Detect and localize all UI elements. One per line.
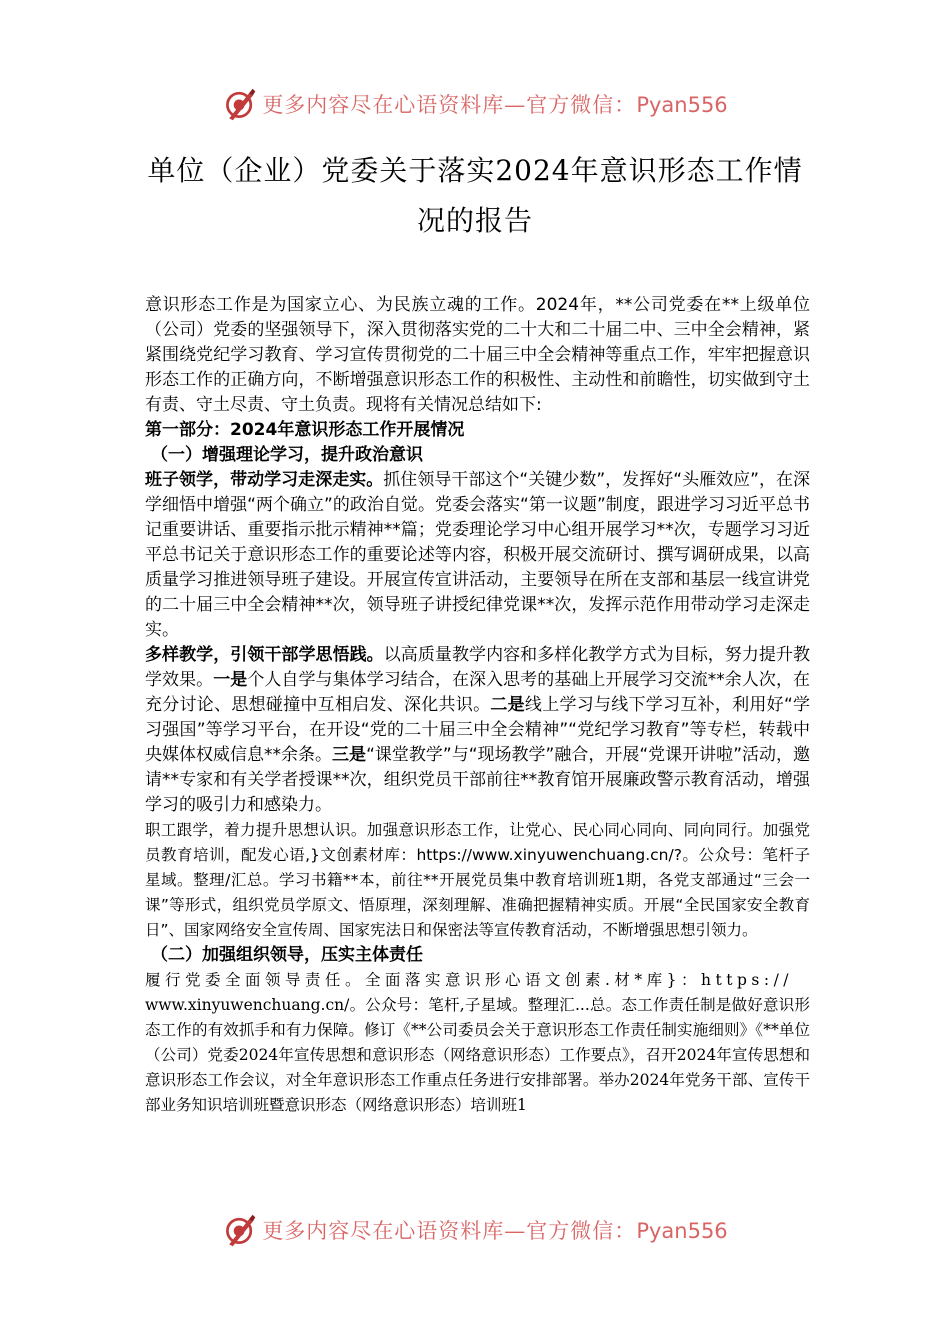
header-watermark-banner xyxy=(0,82,950,126)
point-lead: 一是 xyxy=(213,670,248,690)
paragraph-diverse-teaching xyxy=(145,643,810,818)
paragraph-responsibility: www.xinyuwenchuang.cn/。公众号：笔杆,子星域。整理汇...总。态工作责任制是做好意识形态工作的有效抓手和有力保障。修订《**公司委员会关于意识形态工作责任制实施细则》《**单位（公司）党委2024年宣传思想和意识形态（网络意识形态）工作要点》，召开2024年宣传思想和意识形态工作会议，对全年意识形态工作重点任务进行安排部署。举办2024年党务干部、宣传干部业务知识培训班暨意识形态（网络意识形态）培训班1 xyxy=(145,996,810,1114)
pen-logo-icon xyxy=(222,1212,258,1248)
banner-text: 更多内容尽在心语资料库—官方微信：Pyan556 xyxy=(262,93,728,117)
paragraph-lead: 多样教学，引领干部学思悟践。 xyxy=(145,645,384,665)
intro-paragraph: 意识形态工作是为国家立心、为民族立魂的工作。2024年，**公司党委在**上级单位（公司）党委的坚强领导下，深入贯彻落实党的二十大和二十届二中、三中全会精神，紧紧围绕党纪学习教育、学习宣传贯彻党的二十届三中全会精神等重点工作，牢牢把握意识形态工作的正确方向，不断增强意识形态工作的积极性、主动性和前瞻性，切实做到守土有责、守土尽责、守土负责。现将有关情况总结如下: xyxy=(145,295,810,415)
paragraph-staff-study: 职工跟学，着力提升思想认识。加强意识形态工作，让党心、民心同心同向、同向同行。加强党员教育培训，配发心语,}文创素材库：https://www.xinyuwenchuang.cn/?。公众号：笔杆子星域。整理/汇总。学习书籍**本，前往**开展党员集中教育培训班1期，各党支部通过“三会一课”等形式，组织党员学原文、悟原理，深刻理解、准确把握精神实质。开展“全民国家安全教育日”、国家网络安全宣传周、国家宪法日和保密法等宣传教育活动，不断增强思想引领力。 xyxy=(145,821,810,939)
document-title xyxy=(120,146,830,246)
point-lead: 三是 xyxy=(332,745,367,765)
footer-watermark-banner xyxy=(0,1208,950,1252)
document-body xyxy=(145,293,810,1118)
paragraph-text: 个人自学与集体学习结合，在深入思考的基础上开展学习交流**余人次，在充分讨论、思想碰撞中互相启发、深化共识。 xyxy=(145,670,811,715)
paragraph-text: 抓住领导干部这个“关键少数”，发挥好“头雁效应”，在深学细悟中增强“两个确立”的政治自觉。党委会落实“第一议题”制度，跟进学习习近平总书记重要讲话、重要指示批示精神**篇；党委理论学习中心组开展学习**次，专题学习习近平总书记关于意识形态工作的重要论述等内容，积极开展交流研讨、撰写调研成果，以高质量学习推进领导班子建设。开展宣传宣讲活动，主要领导在所在支部和基层一线宣讲党的二十届三中全会精神**次，领导班子讲授纪律党课**次，发挥示范作用带动学习走深走实。 xyxy=(145,470,811,640)
paragraph-lead: 班子领学，带动学习走深走实。 xyxy=(145,470,384,490)
section1-heading: （一）增强理论学习，提升政治意识 xyxy=(151,445,423,465)
banner-text: 更多内容尽在心语资料库—官方微信：Pyan556 xyxy=(262,1219,728,1243)
title-line-2: 况的报告 xyxy=(416,204,533,237)
paragraph-text: “课堂教学”与“现场教学”融合，开展“党课开讲啦”活动，邀请**专家和有关学者授课**次，组织党员干部前往**教育馆开展廉政警示教育活动，增强学习的吸引力和感染力。 xyxy=(145,745,811,815)
point-lead: 二是 xyxy=(490,695,525,715)
paragraph-text: 以高质量教学内容和多样化教学方式为目标，努力提升教学效果。 xyxy=(145,645,811,690)
pen-logo-icon xyxy=(222,86,258,122)
paragraph-leader-study xyxy=(145,468,810,643)
part1-heading: 第一部分：2024年意识形态工作开展情况 xyxy=(145,420,465,440)
section2-heading: （二）加强组织领导，压实主体责任 xyxy=(151,945,423,965)
title-line-1: 单位（企业）党委关于落实2024年意识形态工作情 xyxy=(147,154,803,187)
paragraph-responsibility-line1: 履行党委全面领导责任。全面落实意识形心语文创素.材*库}：https:// xyxy=(145,971,794,989)
paragraph-text: 线上学习与线下学习互补，利用好“学习强国”等学习平台，在开设“党的二十届三中全会精神”“党纪学习教育”等专栏，转载中央媒体权威信息**余条。 xyxy=(145,695,811,765)
